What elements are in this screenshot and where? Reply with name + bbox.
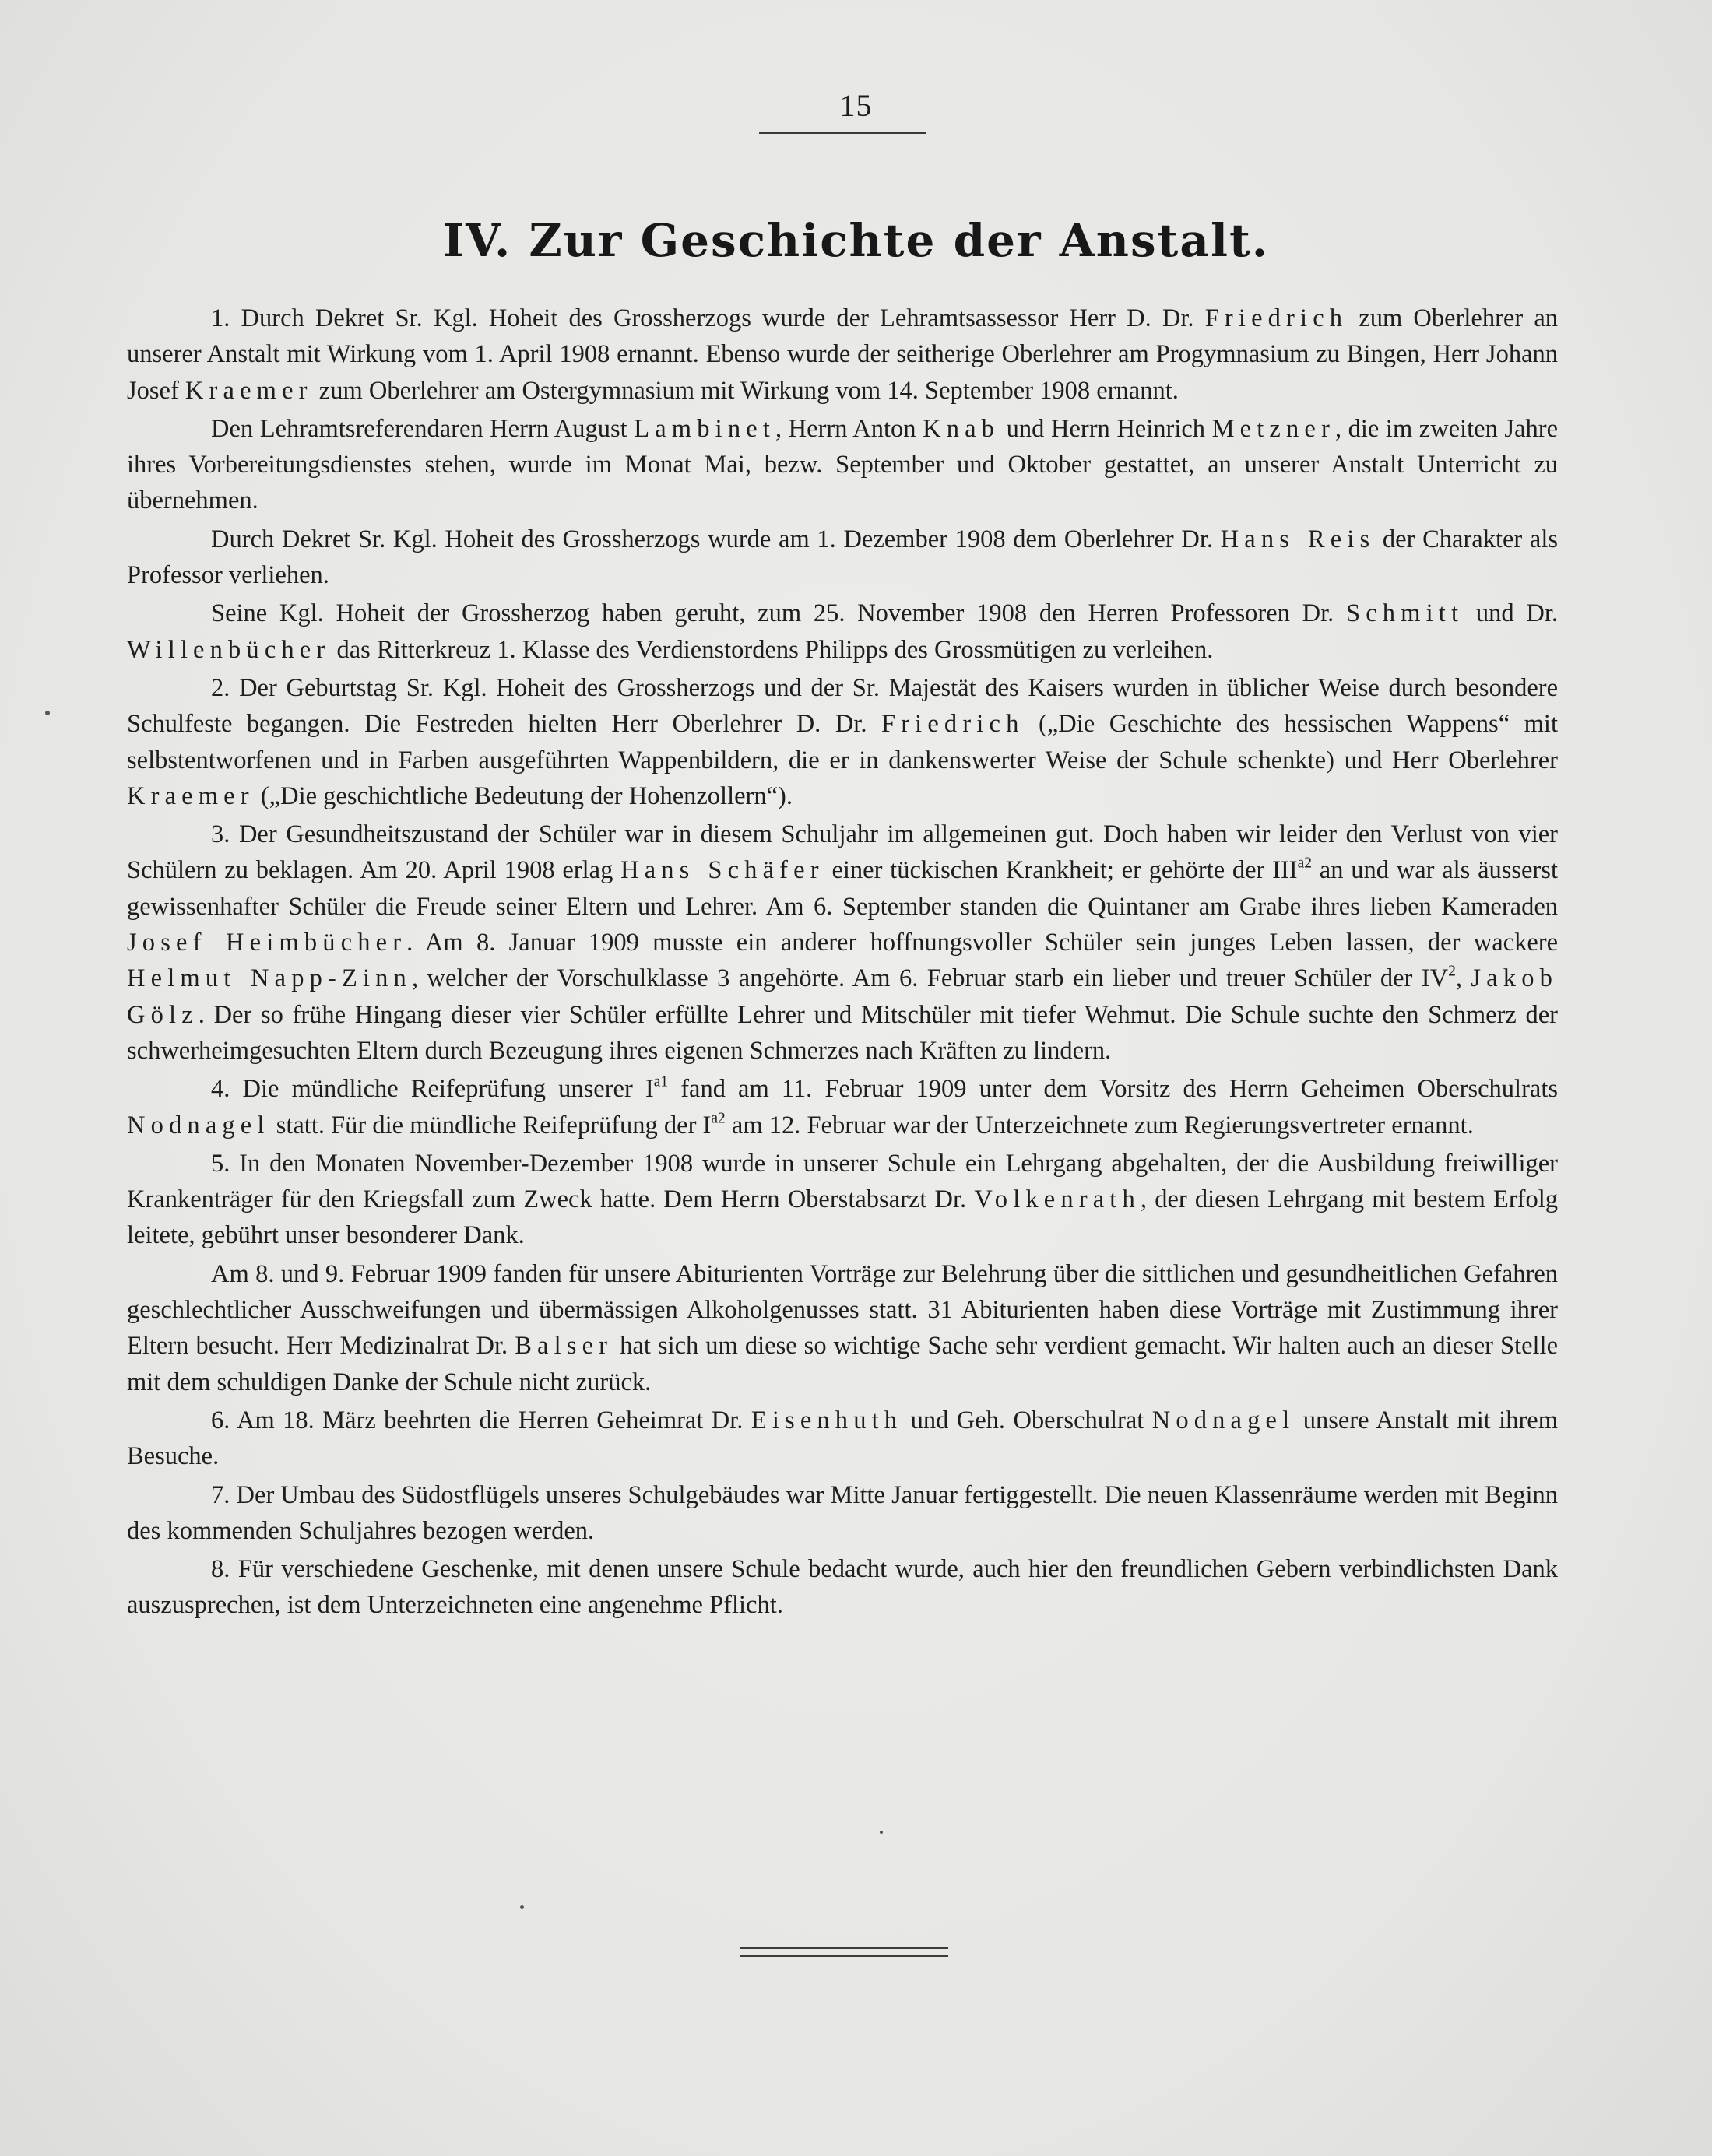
text-run: Am 8. und 9. Februar 1909 fanden für unsere Abiturienten Vorträge zur Belehrung über die sittlichen und gesundheitlichen Gefahren geschlechtlicher Ausschweifungen und übermässigen Alkoholgenusses statt. 31 Abiturienten haben diese Vorträge mit Zustimmung ihrer Eltern besucht. Herr Medizinalrat Dr.	[127, 1259, 1558, 1361]
text-run: zum Oberlehrer am Ostergymnasium mit Wirkung vom 14. September 1908 ernannt.	[312, 376, 1179, 405]
text-run: („Die geschichtliche Bedeutung der Hohenzollern“).	[254, 781, 793, 810]
paragraph-7	[127, 1071, 1558, 1143]
page-number-rule	[759, 132, 926, 134]
paragraph-9	[127, 1256, 1558, 1400]
paper-speck	[520, 1905, 524, 1909]
name-kraemer: Kraemer	[185, 376, 313, 405]
text-run: Seine Kgl. Hoheit der Grossherzog haben geruht, zum 25. November 1908 den Herren Professoren Dr.	[211, 599, 1346, 628]
text-run: Den Lehramtsreferendaren Herrn August	[211, 414, 635, 443]
name-willenbuecher: Willenbücher	[127, 635, 331, 664]
name-friedrich: Friedrich	[1204, 304, 1348, 332]
text-run: 4. Die mündliche Reifeprüfung unserer I	[211, 1075, 654, 1104]
name-jakob-goelz: Jakob Gölz	[127, 964, 1558, 1029]
name-eisenhuth: Eisenhuth	[751, 1406, 903, 1434]
text-run: („Die Geschichte des hessischen Wappens“ mit selbstentworfenen und in Farben ausgeführten Wappenbildern, die er in dankenswerter Weise der Schule schenkte) und Herr Oberlehrer	[127, 710, 1558, 774]
text-run: , welcher der Vorschulklasse 3 angehörte. Am 6. Februar starb ein lieber und treuer Schüler der IV	[411, 964, 1449, 993]
text-run: 7. Der Umbau des Südostflügels unseres Schulgebäudes war Mitte Januar fertiggestellt. Die neuen Klassenräume werden mit Beginn des kommenden Schuljahres bezogen werden.	[127, 1480, 1558, 1545]
text-run: 1. Durch Dekret Sr. Kgl. Hoheit des Grossherzogs wurde der Lehramtsassessor Herr D. Dr.	[211, 304, 1205, 332]
paragraph-8	[127, 1146, 1558, 1254]
text-run: der Charakter als Professor verliehen.	[127, 525, 1558, 590]
text-run: zum Oberlehrer an unserer Anstalt mit Wirkung vom 1. April 1908 ernannt. Ebenso wurde der seitherige Oberlehrer am Progymnasium zu Bingen, Herr Johann Josef	[127, 304, 1559, 405]
text-run: an und war als äusserst gewissenhafter Schüler die Freude seiner Eltern und Lehrer. Am 6. September standen die Quintaner am Grabe ihres lieben Kameraden	[127, 856, 1558, 921]
paragraph-2	[127, 411, 1558, 519]
name-nodnagel: Nodnagel	[1151, 1406, 1295, 1434]
text-run: und Geh. Oberschulrat	[902, 1406, 1152, 1434]
text-run: fand am 11. Februar 1909 unter dem Vorsitz des Herrn Geheimen Oberschulrats	[668, 1075, 1558, 1104]
name-hans-schaefer: Hans Schäfer	[620, 856, 824, 885]
text-run: 6. Am 18. März beehrten die Herren Geheimrat Dr.	[211, 1406, 751, 1434]
paragraph-3	[127, 521, 1558, 594]
name-hans-reis: Hans Reis	[1220, 525, 1376, 553]
text-run: am 12. Februar war der Unterzeichnete zum Regierungsvertreter ernannt.	[725, 1111, 1474, 1139]
name-schmitt: Schmitt	[1345, 599, 1464, 628]
text-run: 2. Der Geburtstag Sr. Kgl. Hoheit des Grossherzogs und der Sr. Majestät des Kaisers wurden in üblicher Weise durch besondere Schulfeste begangen. Die Festreden hielten Herr Oberlehrer D. Dr.	[127, 673, 1558, 739]
paragraph-4	[127, 595, 1558, 668]
paper-speck	[880, 1831, 883, 1834]
name-balser: Balser	[515, 1332, 613, 1361]
paragraph-5	[127, 670, 1558, 814]
paragraph-6	[127, 816, 1558, 1069]
text-run: . Am 8. Januar 1909 musste ein anderer hoffnungsvoller Schüler sein junges Leben lassen, der wackere	[406, 929, 1558, 957]
text-run: das Ritterkreuz 1. Klasse des Verdienstordens Philipps des Grossmütigen zu verleihen.	[330, 635, 1214, 664]
text-run: , die im zweiten Jahre ihres Vorbereitungsdienstes stehen, wurde im Monat Mai, bezw. September und Oktober gestattet, an unserer Anstalt Unterricht zu übernehmen.	[127, 414, 1558, 515]
text-run: 3. Der Gesundheitszustand der Schüler war in diesem Schuljahr im allgemeinen gut. Doch haben wir leider den Verlust von vier Schülern zu beklagen. Am 20. April 1908 erlag	[127, 820, 1558, 885]
text-run: unsere Anstalt mit ihrem Besuche.	[127, 1406, 1558, 1471]
name-knab: Knab	[923, 414, 1000, 443]
name-nodnagel: Nodnagel	[127, 1111, 270, 1139]
class-superscript: a2	[1297, 855, 1313, 872]
text-run: und Herrn Heinrich	[1000, 414, 1212, 443]
name-metzner: Metzner	[1211, 414, 1335, 443]
text-run: hat sich um diese so wichtige Sache sehr verdient gemacht. Wir halten auch an dieser Stelle mit dem schuldigen Danke der Schule nicht zurück.	[127, 1332, 1558, 1396]
name-lambinet: Lambinet	[634, 414, 775, 443]
body-text	[127, 300, 1558, 1626]
class-superscript: a1	[653, 1073, 669, 1090]
name-kraemer: Kraemer	[127, 781, 255, 810]
page-number: 15	[839, 88, 873, 123]
paper-speck	[45, 711, 50, 715]
text-run: ,	[1455, 964, 1471, 993]
name-josef-heimbuecher: Josef Heimbücher	[127, 929, 407, 957]
end-rule-top	[740, 1947, 948, 1949]
text-run: 5. In den Monaten November-Dezember 1908 wurde in unserer Schule ein Lehrgang abgehalten, der die Ausbildung freiwilliger Krankenträger für den Kriegsfall zum Zweck hatte. Dem Herrn Oberstabsarzt Dr.	[127, 1149, 1558, 1214]
paragraph-10	[127, 1403, 1558, 1475]
text-run: , der diesen Lehrgang mit bestem Erfolg leitete, gebührt unser besonderer Dank.	[127, 1185, 1558, 1250]
class-superscript: 2	[1448, 963, 1456, 980]
paragraph-1	[127, 300, 1558, 409]
text-run: 8. Für verschiedene Geschenke, mit denen unsere Schule bedacht wurde, auch hier den freundlichen Gebern verbindlichsten Dank auszusprechen, ist dem Unterzeichneten eine angenehme Pflicht.	[127, 1555, 1558, 1620]
name-helmut-napp-zinn: Helmut Napp-Zinn	[127, 964, 412, 993]
class-superscript: a2	[711, 1109, 726, 1126]
section-title: IV. Zur Geschichte der Anstalt.	[442, 214, 1270, 267]
text-run: und Dr.	[1464, 599, 1558, 628]
name-friedrich: Friedrich	[881, 710, 1025, 739]
text-run: , Herrn Anton	[775, 414, 923, 443]
text-run: einer tückischen Krankheit; er gehörte der III	[824, 856, 1298, 885]
end-rule-bottom	[740, 1955, 948, 1957]
paragraph-12	[127, 1551, 1558, 1624]
name-volkenrath: Volkenrath	[974, 1185, 1141, 1214]
text-run: . Der so frühe Hingang dieser vier Schüler erfüllte Lehrer und Mitschüler mit tiefer Wehmut. Die Schule suchte den Schmerz der schwerheimgesuchten Eltern durch Bezeugung ihres eigenen Schmerzes nach Kräften zu lindern.	[127, 1000, 1558, 1065]
paragraph-11	[127, 1477, 1558, 1550]
text-run: Durch Dekret Sr. Kgl. Hoheit des Grossherzogs wurde am 1. Dezember 1908 dem Oberlehrer Dr.	[211, 525, 1221, 553]
text-run: statt. Für die mündliche Reifeprüfung der I	[269, 1111, 712, 1139]
